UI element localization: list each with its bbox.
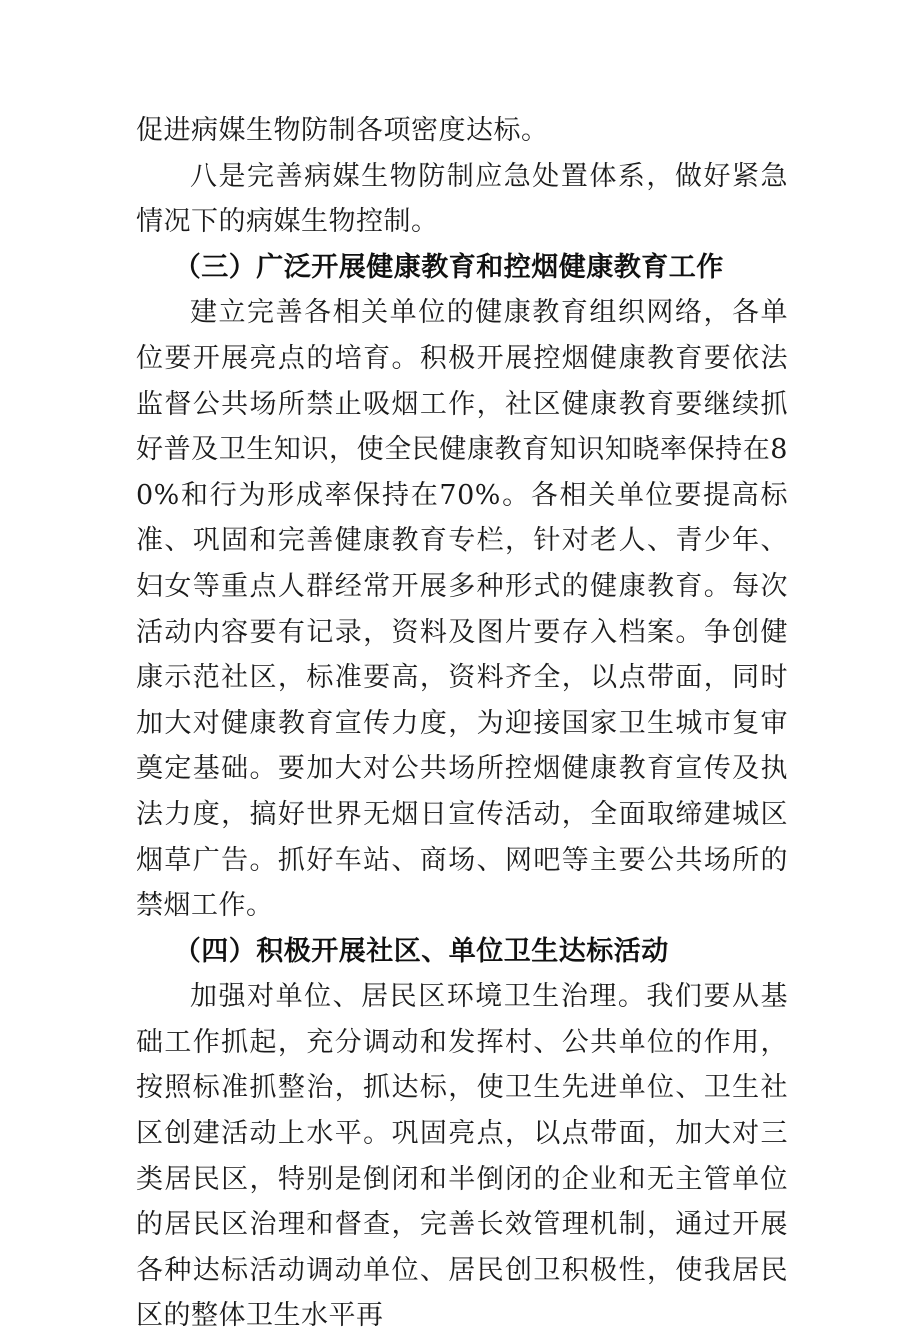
document-body [136,108,788,1339]
paragraph-health-education: 建立完善各相关单位的健康教育组织网络，各单位要开展亮点的培育。积极开展控烟健康教育要依法监督公共场所禁止吸烟工作，社区健康教育要继续抓好普及卫生知识，使全民健康教育知识知晓率保持在80%和行为形成率保持在70%。各相关单位要提高标准、巩固和完善健康教育专栏，针对老人、青少年、妇女等重点人群经常开展多种形式的健康教育。每次活动内容要有记录，资料及图片要存入档案。争创健康示范社区，标准要高，资料齐全，以点带面，同时加大对健康教育宣传力度，为迎接国家卫生城市复审奠定基础。要加大对公共场所控烟健康教育宣传及执法力度，搞好世界无烟日宣传活动，全面取缔建城区烟草广告。抓好车站、商场、网吧等主要公共场所的禁烟工作。 [136,297,788,922]
paragraph-pest-density: 促进病媒生物防制各项密度达标。 [136,115,549,146]
paragraph-community-sanitation: 加强对单位、居民区环境卫生治理。我们要从基础工作抓起，充分调动和发挥村、公共单位的作用，按照标准抓整治，抓达标，使卫生先进单位、卫生社区创建活动上水平。巩固亮点，以点带面，加大对三类居民区，特别是倒闭和半倒闭的企业和无主管单位的居民区治理和督查，完善长效管理机制，通过开展各种达标活动调动单位、居民创卫积极性，使我居民区的整体卫生水平再 [136,981,788,1332]
paragraph-pest-emergency: 八是完善病媒生物防制应急处置体系，做好紧急情况下的病媒生物控制。 [136,160,788,238]
section-heading-health-education: （三）广泛开展健康教育和控烟健康教育工作 [173,251,724,283]
section-heading-community-sanitation: （四）积极开展社区、单位卫生达标活动 [173,935,669,967]
